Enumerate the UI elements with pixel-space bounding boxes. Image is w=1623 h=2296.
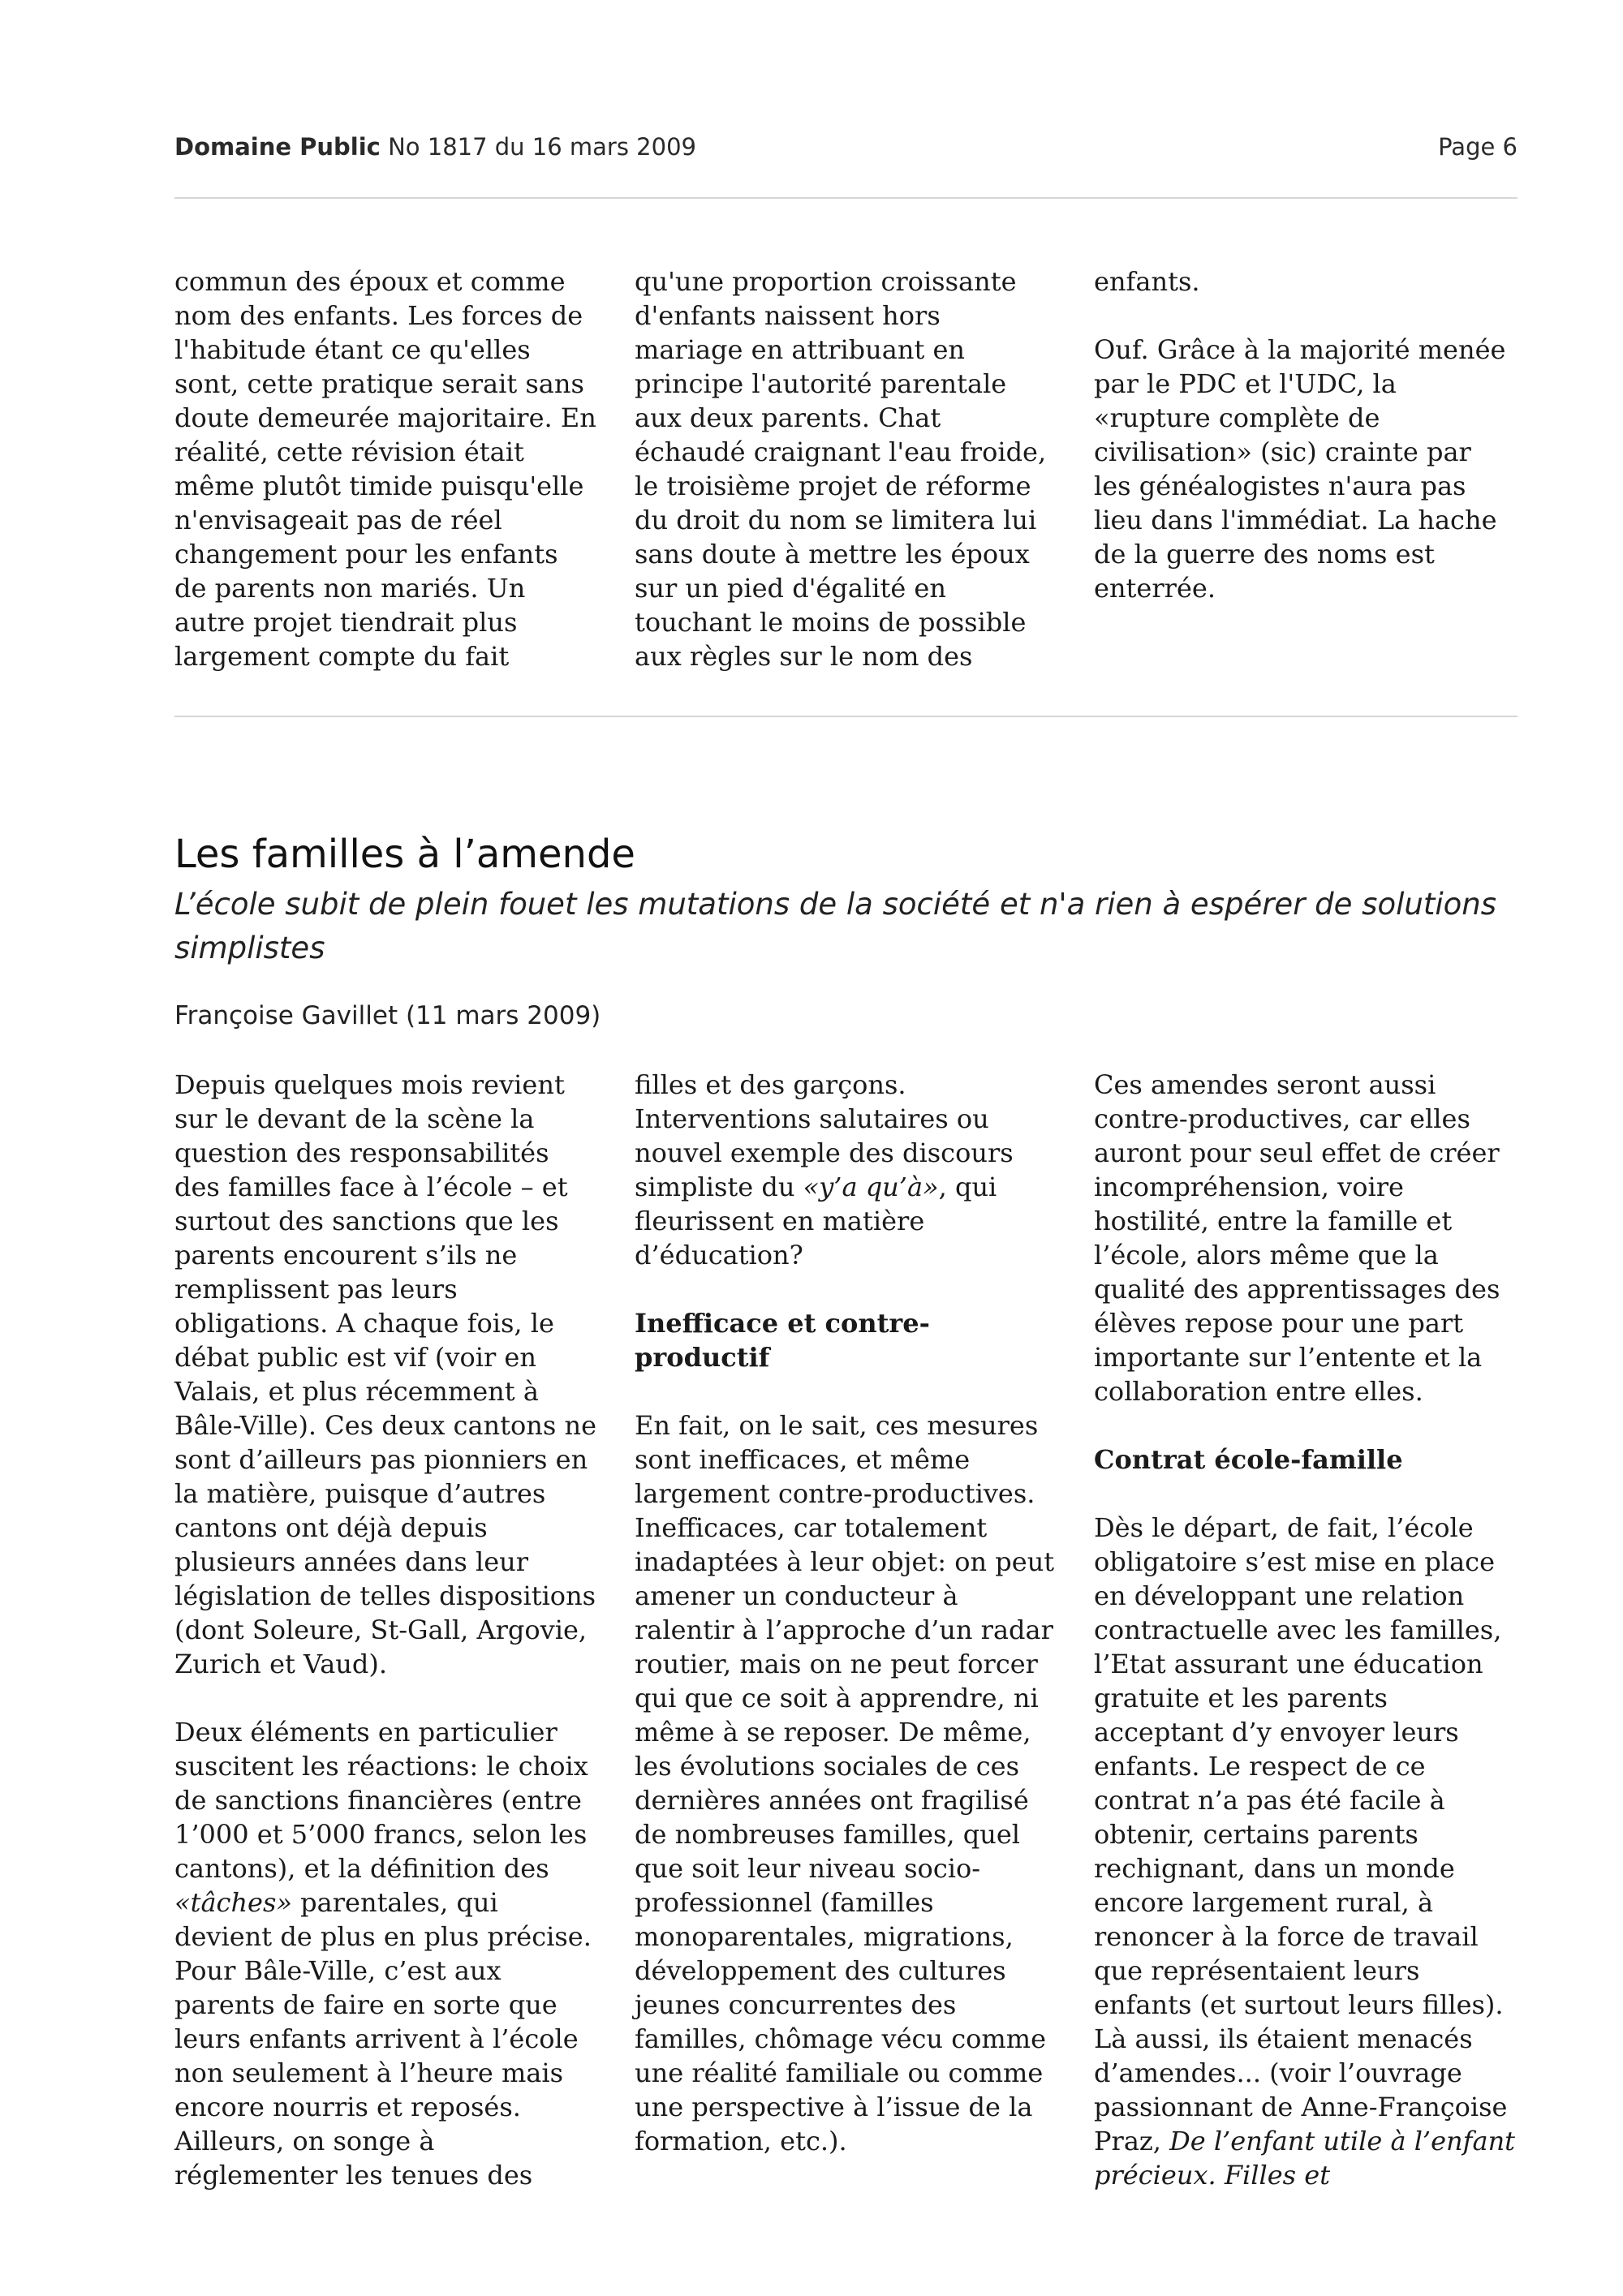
article-column-1: [174, 1068, 596, 2192]
page-number: Page 6: [1438, 133, 1518, 161]
article-column-3: [1094, 1068, 1516, 2192]
paragraph: [174, 1715, 596, 2192]
top-column-1: [174, 264, 596, 673]
section-heading: Inefficace et contre-productif: [635, 1308, 930, 1373]
book-title: De l’enfant utile à l’enfant précieux. Filles et: [1094, 2126, 1516, 2191]
text-run: Dès le départ, de fait, l’école obligatoire s’est mise en place en développant une relation contractuelle avec les familles, l’Etat assurant une éducation gratuite et les parents acceptant d’y envoyer leurs enfants. Le respect de ce contrat n’a pas été facile à obtenir, certains parents rechignant, dans un monde encore largement rural, à renoncer à la force de travail que représentaient leurs enfants (et surtout leurs filles). Là aussi, ils étaient menacés d’amendes... (voir l’ouvrage passionnant de Anne-Françoise Praz,: [1094, 1512, 1508, 2156]
paragraph: Ces amendes seront aussi contre-productives, car elles auront pour seul effet de créer incompréhension, voire hostilité, entre la famille et l’école, alors même que la qualité des apprentissages des élèves repose pour une part importante sur l’entente et la collaboration entre elles.: [1094, 1069, 1500, 1407]
top-column-3: [1094, 264, 1516, 605]
top-column-2: [635, 264, 1057, 673]
article-column-2: [635, 1068, 1057, 2158]
article-subtitle: L’école subit de plein fouet les mutations de la société et n'a rien à espérer de solutions simplistes: [174, 887, 1496, 965]
quoted-term: «y’a qu’à»: [803, 1172, 939, 1202]
article-title: Les familles à l’amende: [174, 832, 635, 877]
paragraph: commun des époux et comme nom des enfants. Les forces de l'habitude étant ce qu'elles sont, cette pratique serait sans doute demeurée majoritaire. En réalité, cette révision était même plutôt timide puisqu'elle n'envisageait pas de réel changement pour les enfants de parents non mariés. Un autre projet tiendrait plus largement compte du fait: [174, 266, 596, 672]
article-byline: Françoise Gavillet (11 mars 2009): [174, 1001, 601, 1030]
text-run: , qui fleurissent en matière d’éducation?: [635, 1172, 997, 1271]
text-run: parentales, qui devient de plus en plus précise. Pour Bâle-Ville, c’est aux parents de faire en sorte que leurs enfants arrivent à l’école non seulement à l’heure mais encore nourris et reposés. Ailleurs, on songe à réglementer les tenues des: [174, 1887, 592, 2191]
paragraph: [1094, 1511, 1516, 2192]
section-heading: Contrat école-famille: [1094, 1444, 1403, 1475]
paragraph: [635, 1068, 1057, 1272]
paragraph: En fait, on le sait, ces mesures sont inefficaces, et même largement contre-productives. Inefficaces, car totalement inadaptées à leur objet: on peut amener un conducteur à ralentir à l’approche d’un radar routier, mais on ne peut forcer qui que ce soit à apprendre, ni même à se reposer. De même, les évolutions sociales de ces dernières années ont fragilisé de nombreuses familles, quel que soit leur niveau socio-professionnel (familles monoparentales, migrations, développement des cultures jeunes concurrentes des familles, chômage vécu comme une réalité familiale ou comme une perspective à l’issue de la formation, etc.).: [635, 1410, 1055, 2156]
paragraph: Ouf. Grâce à la majorité menée par le PDC et l'UDC, la «rupture complète de civilisation» (sic) crainte par les généalogistes n'aura pas lieu dans l'immédiat. La hache de la guerre des noms est enterrée.: [1094, 334, 1506, 604]
page-header: [174, 133, 1518, 172]
paragraph: Depuis quelques mois revient sur le devant de la scène la question des responsabilités des familles face à l’école – et surtout des sanctions que les parents encourent s’ils ne remplissent pas leurs obligations. A chaque fois, le débat public est vif (voir en Valais, et plus récemment à Bâle-Ville). Ces deux cantons ne sont d’ailleurs pas pionniers en la matière, puisque d’autres cantons ont déjà depuis plusieurs années dans leur législation de telles dispositions (dont Soleure, St-Gall, Argovie, Zurich et Vaud).: [174, 1069, 597, 1679]
publication-name: Domaine Public: [174, 133, 381, 161]
paragraph: qu'une proportion croissante d'enfants naissent hors mariage en attribuant en principe l'autorité parentale aux deux parents. Chat échaudé craignant l'eau froide, le troisième projet de réforme du droit du nom se limitera lui sans doute à mettre les époux sur un pied d'égalité en touchant le moins de possible aux règles sur le nom des: [635, 266, 1047, 672]
issue-info: No 1817 du 16 mars 2009: [388, 133, 696, 161]
header-divider: [174, 197, 1518, 199]
text-run: Deux éléments en particulier suscitent les réactions: le choix de sanctions financières (entre 1’000 et 5’000 francs, selon les cantons), et la définition des: [174, 1717, 588, 1884]
text-run: filles et des garçons. Interventions salutaires ou nouvel exemple des discours simpliste du: [635, 1069, 1014, 1202]
quoted-term: «tâches»: [174, 1887, 292, 1918]
section-divider: [174, 716, 1518, 717]
paragraph: enfants.: [1094, 266, 1200, 297]
